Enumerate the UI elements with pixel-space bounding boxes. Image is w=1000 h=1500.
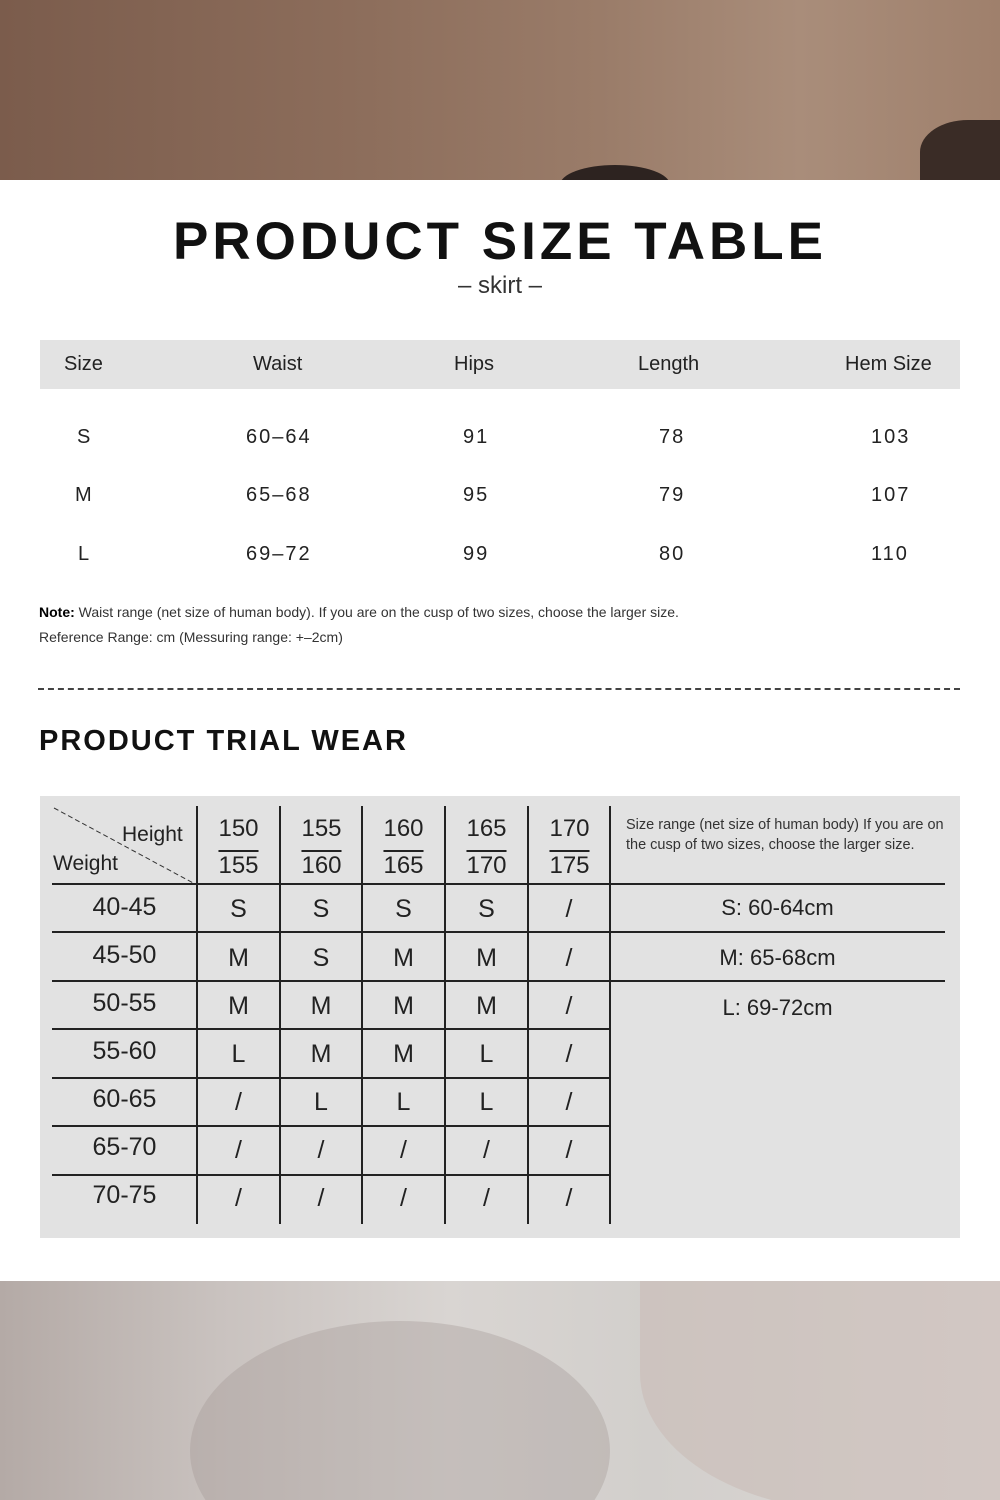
height-160-bottom: 165: [383, 852, 424, 879]
corner-height-label: Height: [122, 823, 183, 846]
photo-fabric-fold: [190, 1321, 610, 1500]
weight-label: 55-60: [92, 1037, 157, 1065]
size-cell: M: [476, 992, 497, 1020]
photo-fabric-fold: [640, 1281, 1000, 1500]
size-cell: /: [565, 944, 573, 972]
header-hem-size: Hem Size: [845, 353, 932, 375]
photo-hair-detail: [560, 165, 670, 180]
weight-label: 50-55: [92, 989, 157, 1017]
corner-weight-label: Weight: [53, 852, 118, 875]
height-155-bottom: 160: [301, 852, 342, 879]
height-170-bottom: 175: [549, 852, 590, 879]
height-165-top: 165: [466, 815, 507, 842]
cell-size: L: [78, 543, 92, 565]
grid-hline: [52, 1077, 609, 1079]
note-label: Note:: [39, 604, 75, 620]
range-l: L: 69-72cm: [722, 995, 833, 1020]
size-cell: M: [393, 992, 414, 1020]
size-cell: /: [565, 1136, 573, 1164]
size-cell: /: [483, 1136, 490, 1164]
header-waist: Waist: [253, 353, 303, 375]
size-range-note: Size range (net size of human body) If you are on the cusp of two sizes, choose the larger size.: [626, 817, 944, 853]
header-hips: Hips: [454, 353, 495, 375]
grid-hline: [52, 980, 945, 982]
grid-hline: [52, 931, 945, 933]
weight-label: 40-45: [92, 893, 157, 921]
height-155-top: 155: [301, 815, 342, 842]
size-table-header: [40, 340, 960, 389]
size-cell: S: [312, 895, 330, 923]
height-160-top: 160: [383, 815, 424, 842]
grid-hline: [52, 1125, 609, 1127]
size-note: [39, 604, 679, 620]
header-length: Length: [638, 353, 700, 375]
top-photo-strip: [0, 0, 1000, 180]
cell-length: 80: [659, 543, 686, 565]
size-cell: /: [565, 895, 573, 923]
size-cell: /: [565, 1040, 573, 1068]
cell-waist: 69–72: [246, 543, 312, 565]
cell-waist: 65–68: [246, 484, 312, 506]
height-170-top: 170: [549, 815, 590, 842]
size-cell: L: [479, 1088, 494, 1116]
size-cell: L: [314, 1088, 328, 1116]
cell-hem: 107: [871, 484, 911, 506]
cell-length: 79: [659, 484, 686, 506]
cell-hem: 110: [871, 543, 909, 565]
size-cell: /: [400, 1184, 407, 1212]
size-cell: M: [476, 944, 497, 972]
size-cell: M: [228, 944, 249, 972]
cell-length: 78: [659, 426, 686, 448]
cell-hips: 99: [463, 543, 490, 565]
cell-hips: 91: [463, 426, 490, 448]
bottom-photo-strip: [0, 1281, 1000, 1500]
page-title: PRODUCT SIZE TABLE: [172, 212, 828, 271]
size-cell: L: [396, 1088, 411, 1116]
cell-size: M: [75, 484, 94, 506]
reference-range-note: Reference Range: cm (Messuring range: +–2cm): [39, 629, 343, 645]
range-m: M: 65-68cm: [719, 945, 836, 970]
weight-label: 70-75: [92, 1181, 157, 1209]
size-row-l: [40, 536, 960, 576]
size-cell: L: [479, 1040, 494, 1068]
range-s: S: 60-64cm: [721, 895, 834, 920]
weight-label: 60-65: [92, 1085, 157, 1113]
size-cell: L: [231, 1040, 246, 1068]
size-cell: /: [565, 1088, 573, 1116]
photo-shadow-detail: [920, 120, 1000, 180]
height-150-top: 150: [218, 815, 259, 842]
size-cell: M: [310, 992, 332, 1020]
trial-wear-title: PRODUCT TRIAL WEAR: [39, 725, 408, 757]
cell-size: S: [77, 426, 93, 448]
size-cell: S: [478, 895, 495, 923]
size-cell: /: [317, 1136, 325, 1164]
height-165-bottom: 170: [466, 852, 507, 879]
size-cell: /: [317, 1184, 325, 1212]
size-cell: /: [235, 1136, 242, 1164]
size-cell: /: [565, 992, 573, 1020]
size-cell: S: [395, 895, 412, 923]
size-cell: /: [400, 1136, 407, 1164]
header-size: Size: [64, 353, 103, 375]
size-row-s: [40, 419, 960, 459]
section-divider: [38, 688, 960, 690]
cell-hips: 95: [463, 484, 490, 506]
page-subtitle: – skirt –: [457, 272, 543, 299]
size-cell: M: [310, 1040, 332, 1068]
size-cell: /: [235, 1088, 242, 1116]
size-cell: M: [393, 944, 414, 972]
size-cell: /: [565, 1184, 573, 1212]
size-cell: M: [393, 1040, 414, 1068]
grid-hline: [52, 1174, 609, 1176]
weight-label: 65-70: [92, 1133, 157, 1161]
size-row-m: [40, 477, 960, 517]
size-cell: S: [230, 895, 247, 923]
size-cell: /: [235, 1184, 242, 1212]
trial-wear-table: [40, 796, 960, 1238]
size-cell: S: [312, 944, 330, 972]
height-150-bottom: 155: [218, 852, 259, 879]
grid-hline: [52, 1028, 609, 1030]
size-chart-card: [0, 180, 1000, 1281]
size-cell: M: [228, 992, 249, 1020]
cell-waist: 60–64: [246, 426, 312, 448]
cell-hem: 103: [871, 426, 911, 448]
size-cell: /: [483, 1184, 490, 1212]
weight-label: 45-50: [92, 941, 157, 969]
note-text: Waist range (net size of human body). If you are on the cusp of two sizes, choose the larger size.: [74, 604, 679, 620]
